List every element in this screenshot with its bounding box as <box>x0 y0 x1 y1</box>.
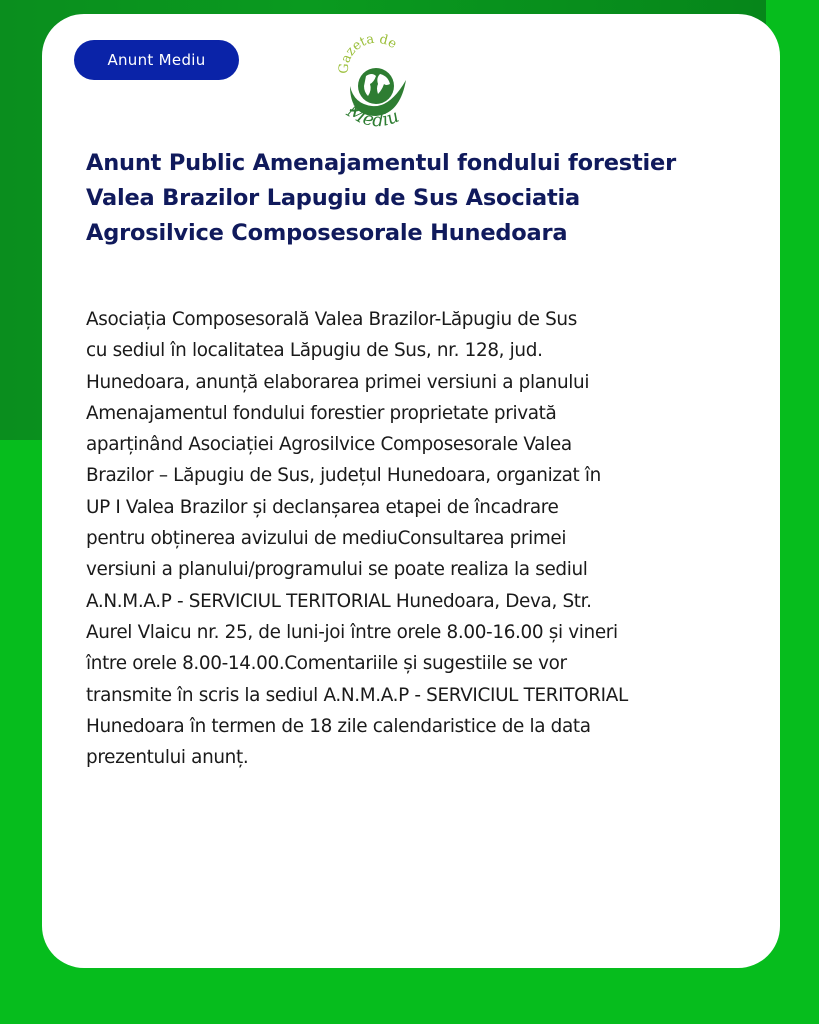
svg-text:Gazeta de <box>337 32 400 75</box>
body-line: pentru obținerea avizului de mediuConsultarea primei <box>86 528 567 550</box>
body-line: Aurel Vlaicu nr. 25, de luni-joi între orele 8.00-16.00 și vineri <box>86 621 618 643</box>
body-line: Hunedoara în termen de 18 zile calendaristice de la data <box>86 715 591 737</box>
body-line: A.N.M.A.P - SERVICIUL TERITORIAL Hunedoara, Deva, Str. <box>86 590 592 612</box>
logo-bottom-text: Mediu <box>343 100 403 132</box>
body-line: versiuni a planului/programului se poate realiza la sediul <box>86 559 588 581</box>
gazeta-de-mediu-logo <box>320 28 430 138</box>
body-line: între orele 8.00-14.00.Comentariile și sugestiile se vor <box>86 653 567 675</box>
body-line: UP I Valea Brazilor și declanșarea etapei de încadrare <box>86 496 559 518</box>
body-line: transmite în scris la sediul A.N.M.A.P - SERVICIUL TERITORIAL <box>86 684 628 706</box>
title-line: Valea Brazilor Lapugiu de Sus Asociatia <box>86 185 581 211</box>
body-line: cu sediul în localitatea Lăpugiu de Sus, nr. 128, jud. <box>86 340 543 362</box>
category-tag-label: Anunt Mediu <box>107 51 206 69</box>
body-line: Hunedoara, anunță elaborarea primei versiuni a planului <box>86 371 590 393</box>
title-line: Anunt Public Amenajamentul fondului forestier <box>86 150 677 176</box>
logo-top-text: Gazeta de <box>336 31 400 75</box>
announcement-body <box>86 304 766 773</box>
announcement-title <box>86 146 766 251</box>
body-line: prezentului anunț. <box>86 747 249 769</box>
body-line: Asociația Composesorală Valea Brazilor-Lăpugiu de Sus <box>86 309 577 330</box>
category-tag[interactable] <box>74 40 239 80</box>
announcement-card <box>42 14 780 968</box>
title-line: Agrosilvice Composesorale Hunedoara <box>86 220 568 246</box>
globe-leaf-icon <box>320 28 430 138</box>
body-line: Amenajamentul fondului forestier proprietate privată <box>86 402 557 424</box>
body-line: aparținând Asociației Agrosilvice Composesorale Valea <box>86 434 572 456</box>
body-line: Brazilor – Lăpugiu de Sus, județul Hunedoara, organizat în <box>86 465 601 487</box>
